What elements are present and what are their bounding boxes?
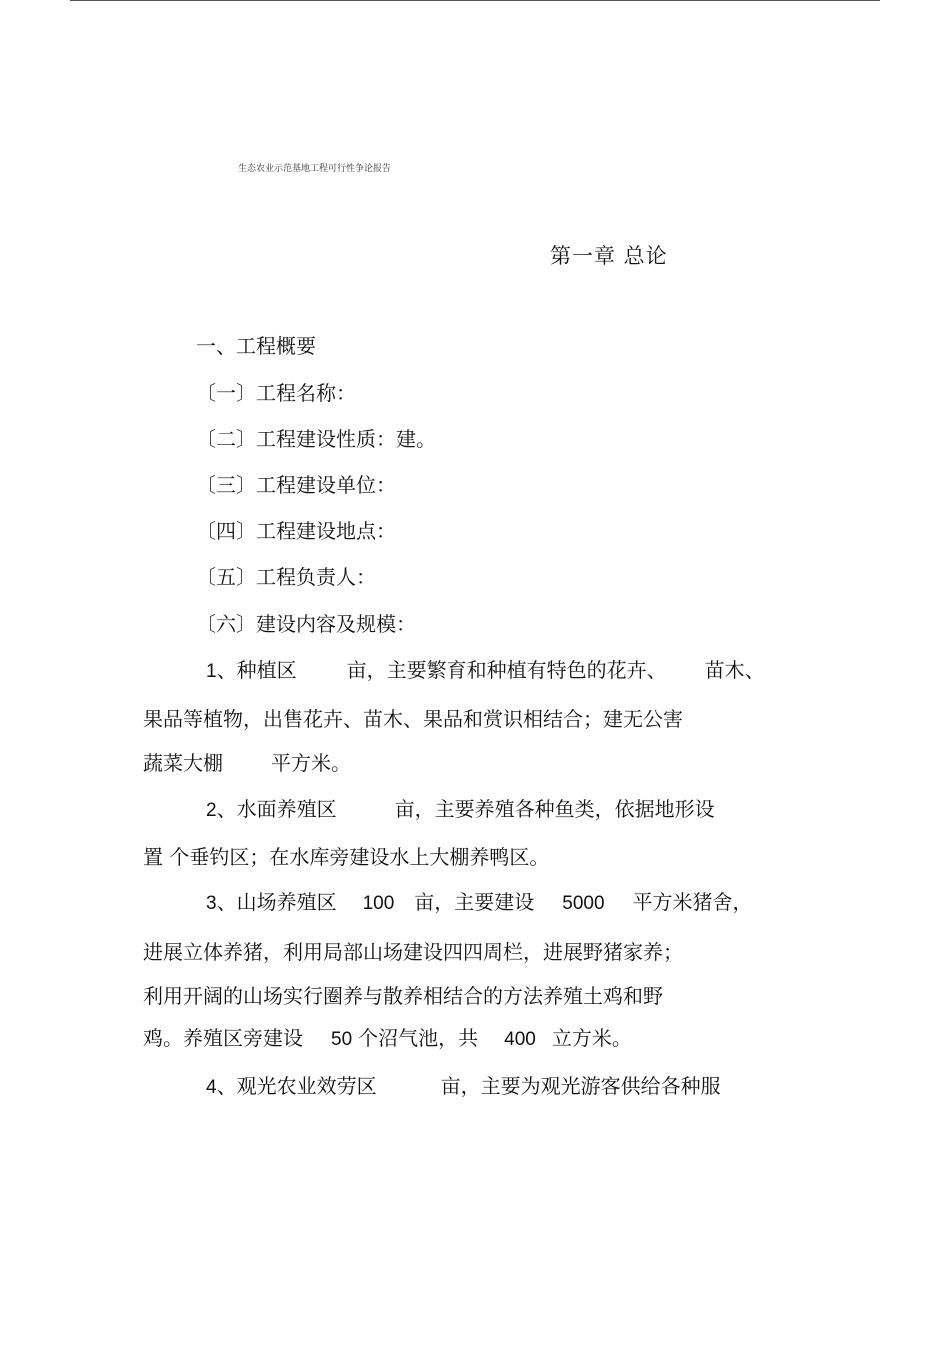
p4-text-a: 、观光农业效劳区: [216, 1074, 377, 1098]
p3-number: 3: [206, 893, 217, 914]
p3-line4-c: 立方米。: [551, 1026, 632, 1050]
p4-number: 4: [206, 1077, 217, 1098]
p3-text-c: 平方米猪舍，: [632, 890, 753, 914]
chapter-title: 第一章 总论: [550, 244, 668, 268]
p1-number: 1: [206, 661, 217, 682]
p3-value-area: 5000: [562, 893, 605, 914]
item-construction-unit: 〔三〕工程建设单位：: [196, 473, 396, 497]
p3-line1: [206, 889, 753, 917]
p3-line2: 进展立体养猪，利用局部山场建设四四周栏，进展野猪家养；: [143, 940, 683, 964]
section-heading: 一、工程概要: [196, 334, 316, 358]
top-rule: [70, 0, 880, 1]
p1-line2: 果品等植物，出售花卉、苗木、果品和赏识相结合；建无公害: [143, 707, 683, 731]
p2-number: 2: [206, 800, 217, 821]
p3-line3: 利用开阔的山场实行圈养与散养相结合的方法养殖土鸡和野: [143, 984, 663, 1008]
p3-value-volume: 400: [504, 1029, 536, 1050]
p3-value-acres: 100: [362, 893, 395, 914]
p3-text-b: 亩，主要建设: [414, 890, 535, 914]
item-project-leader: 〔五〕工程负责人：: [196, 565, 376, 589]
p3-value-tanks: 50: [331, 1029, 353, 1050]
p3-line4-b: 个沼气池，共: [358, 1026, 479, 1050]
p1-text-a: 、种植区: [216, 658, 297, 682]
p4-line1: [206, 1073, 721, 1101]
item-construction-nature: 〔二〕工程建设性质：建。: [196, 427, 436, 451]
p1-text-b: 亩，主要繁育和种植有特色的花卉、: [346, 658, 667, 682]
item-content-scale: 〔六〕建设内容及规模：: [196, 612, 416, 636]
running-header: 生态农业示范基地工程可行性争论报告: [238, 164, 392, 174]
p2-text-a: 、水面养殖区: [216, 797, 337, 821]
p3-line4-a: 鸡。养殖区旁建设: [143, 1026, 303, 1050]
item-construction-site: 〔四〕工程建设地点：: [196, 519, 396, 543]
p2-line2: 置 个垂钓区；在水库旁建设水上大棚养鸭区。: [143, 845, 550, 869]
p1-line3-b: 平方米。: [271, 751, 351, 775]
p2-line1: [206, 796, 715, 824]
p3-text-a: 、山场养殖区: [216, 890, 337, 914]
p1-text-c: 苗木、: [704, 658, 765, 682]
p2-text-b: 亩，主要养殖各种鱼类，依据地形设: [394, 797, 715, 821]
p1-line3-a: 蔬菜大棚: [143, 751, 223, 775]
p1-line3: [143, 750, 351, 776]
item-project-name: 〔一〕工程名称：: [196, 381, 356, 405]
p4-text-b: 亩，主要为观光游客供给各种服: [440, 1074, 721, 1098]
p3-line4: [143, 1025, 632, 1053]
p1-line1: [206, 657, 765, 685]
